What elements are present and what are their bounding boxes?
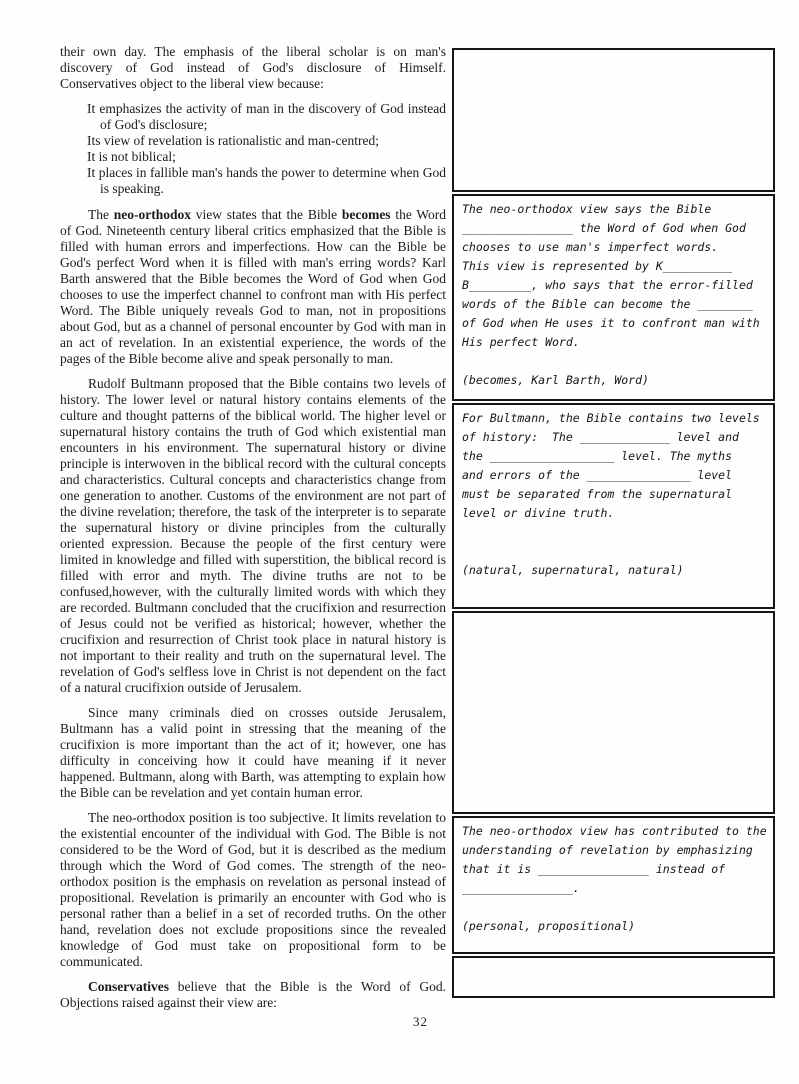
paragraph [60, 705, 446, 801]
body-text: Since many criminals died on crosses outside Jerusalem, Bultmann has a valid point in stressing that the meaning of the crucifixion is more important than the act of it; however, one has difficulty in conceiving how it could have meaning if it never happened. Bultmann, along with Barth, was attempting to explain how the Bible can be revelation and yet contain human error. [60, 705, 446, 800]
body-text-column [60, 44, 446, 1020]
typewriter-line [462, 542, 765, 561]
typewriter-line: For Bultmann, the Bible contains two levels [462, 411, 760, 425]
body-text: the Word of God. Nineteenth century liberal critics emphasized that the Bible is filled with human errors and imperfections. How can the Bible be God's perfect Word when it is filled with man's erring words? Karl Barth answered that the Bible becomes the Word of God when God chooses to use the imperfect channel to confront man with His perfect Word. The Bible uniquely reveals God to man, not in propositions about God, but as a channel of personal encounter by God with man in an act of revelation. In an existential experience, the words of the pages of the Bible become alive and speak personally to man. [60, 207, 446, 366]
bold-text: Conservatives [88, 979, 169, 994]
body-text: view states that the Bible [191, 207, 342, 222]
answer-box-empty-top [452, 48, 775, 192]
typewriter-line: This view is represented by K__________ [462, 259, 733, 273]
paragraph [60, 44, 446, 92]
answer-box-empty-middle [452, 611, 775, 814]
typewriter-line: chooses to use man's imperfect words. [462, 240, 719, 254]
objection-list-item: It emphasizes the activity of man in the discovery of God instead of God's disclosure; [87, 101, 446, 132]
objection-list [60, 101, 446, 197]
objection-list-item: Its view of revelation is rationalistic and man-centred; [87, 133, 380, 148]
typewriter-line [462, 352, 765, 371]
typewriter-line: and errors of the _______________ level [462, 468, 733, 482]
typewriter-line: The neo-orthodox view says the Bible [462, 202, 712, 216]
typewriter-line: the __________________ level. The myths [462, 449, 733, 463]
typewriter-line [462, 898, 765, 917]
typewriter-line: (personal, propositional) [462, 919, 636, 933]
paragraph [60, 207, 446, 367]
typewriter-line: understanding of revelation by emphasizing [462, 843, 753, 857]
typewriter-line: words of the Bible can become the ________ [462, 297, 753, 311]
paragraph [60, 810, 446, 970]
objection-list-item: It places in fallible man's hands the power to determine when God is speaking. [87, 165, 446, 196]
body-text: Rudolf Bultmann proposed that the Bible contains two levels of history. The lower level or natural history contains elements of the culture and thought patterns of the biblical world. The higher level or supernatural history contains the truth of God which existential man encounters in his environment. The supernatural history or divine principle is interwoven in the biblical record with the cultural concepts and characteristics. Cultural concepts and characteristics change from one generation to another. Customs of the environment are not part of the divine revelation; therefore, the task of the interpreter is to separate the supernatural history or divine principles from the culturally oriented expression. Because the people of the first century were limited in knowledge and filled with superstition, the biblical record is filled with error and myth. The divine truths are not to be confused,however, with the culturally limited words with which they are recorded. Bultmann concluded that the crucifixion and resurrection of Jesus could not be verified as historical; however, whether the crucifixion and resurrection of Christ took place in natural history is not important to their reality and truth on the supernatural level. The revelation of God's selfless love in Christ is not dependent on the fact of a natural crucifixion outside of Jerusalem. [60, 376, 446, 695]
typewriter-line: B_________, who says that the error-filled [462, 278, 753, 292]
typewriter-line: ________________ the Word of God when God [462, 221, 746, 235]
page-number: 32 [413, 1014, 428, 1029]
typewriter-line: that it is ________________ instead of [462, 862, 726, 876]
body-text: believe that the Bible is the Word of God. Objections raised against their view are: [60, 979, 446, 1010]
answer-box-two-levels [452, 403, 775, 609]
objection-list-item: It is not biblical; [87, 149, 176, 164]
typewriter-line: (becomes, Karl Barth, Word) [462, 373, 649, 387]
typewriter-line: of history: The _____________ level and [462, 430, 739, 444]
answer-box-becomes [452, 194, 775, 401]
typewriter-line: of God when He uses it to confront man with [462, 316, 760, 330]
typewriter-line: The neo-orthodox view has contributed to the [462, 824, 767, 838]
paragraph [60, 979, 446, 1011]
typewriter-line [462, 523, 765, 542]
body-text: The [88, 207, 114, 222]
typewriter-line: (natural, supernatural, natural) [462, 563, 684, 577]
body-text: The neo-orthodox position is too subjective. It limits revelation to the existential encounter of the individual with God. The Bible is not considered to be the Word of God, but it is described as the medium through which the Word of God comes. The strength of the neo-orthodox position is the emphasis on revelation as personal instead of propositional. Revelation is primarily an encounter with God who is personal rather than a belief in a set of recorded truths. On the other hand, revelation does not exclude propositions since the revealed knowledge of God must take on propositional form to be communicated. [60, 810, 446, 969]
answer-box-column [452, 48, 775, 1000]
body-text: their own day. The emphasis of the liberal scholar is on man's discovery of God instead of God's disclosure of Himself. Conservatives object to the liberal view because: [60, 44, 446, 91]
answer-box-personal [452, 816, 775, 954]
typewriter-line: ________________. [462, 881, 580, 895]
bold-text: becomes [341, 207, 391, 222]
paragraph [60, 376, 446, 696]
typewriter-line: level or divine truth. [462, 506, 615, 520]
typewriter-line: must be separated from the supernatural [462, 487, 733, 501]
answer-box-empty-bottom [452, 956, 775, 998]
bold-text: neo-orthodox [113, 207, 192, 222]
typewriter-line: His perfect Word. [462, 335, 580, 349]
